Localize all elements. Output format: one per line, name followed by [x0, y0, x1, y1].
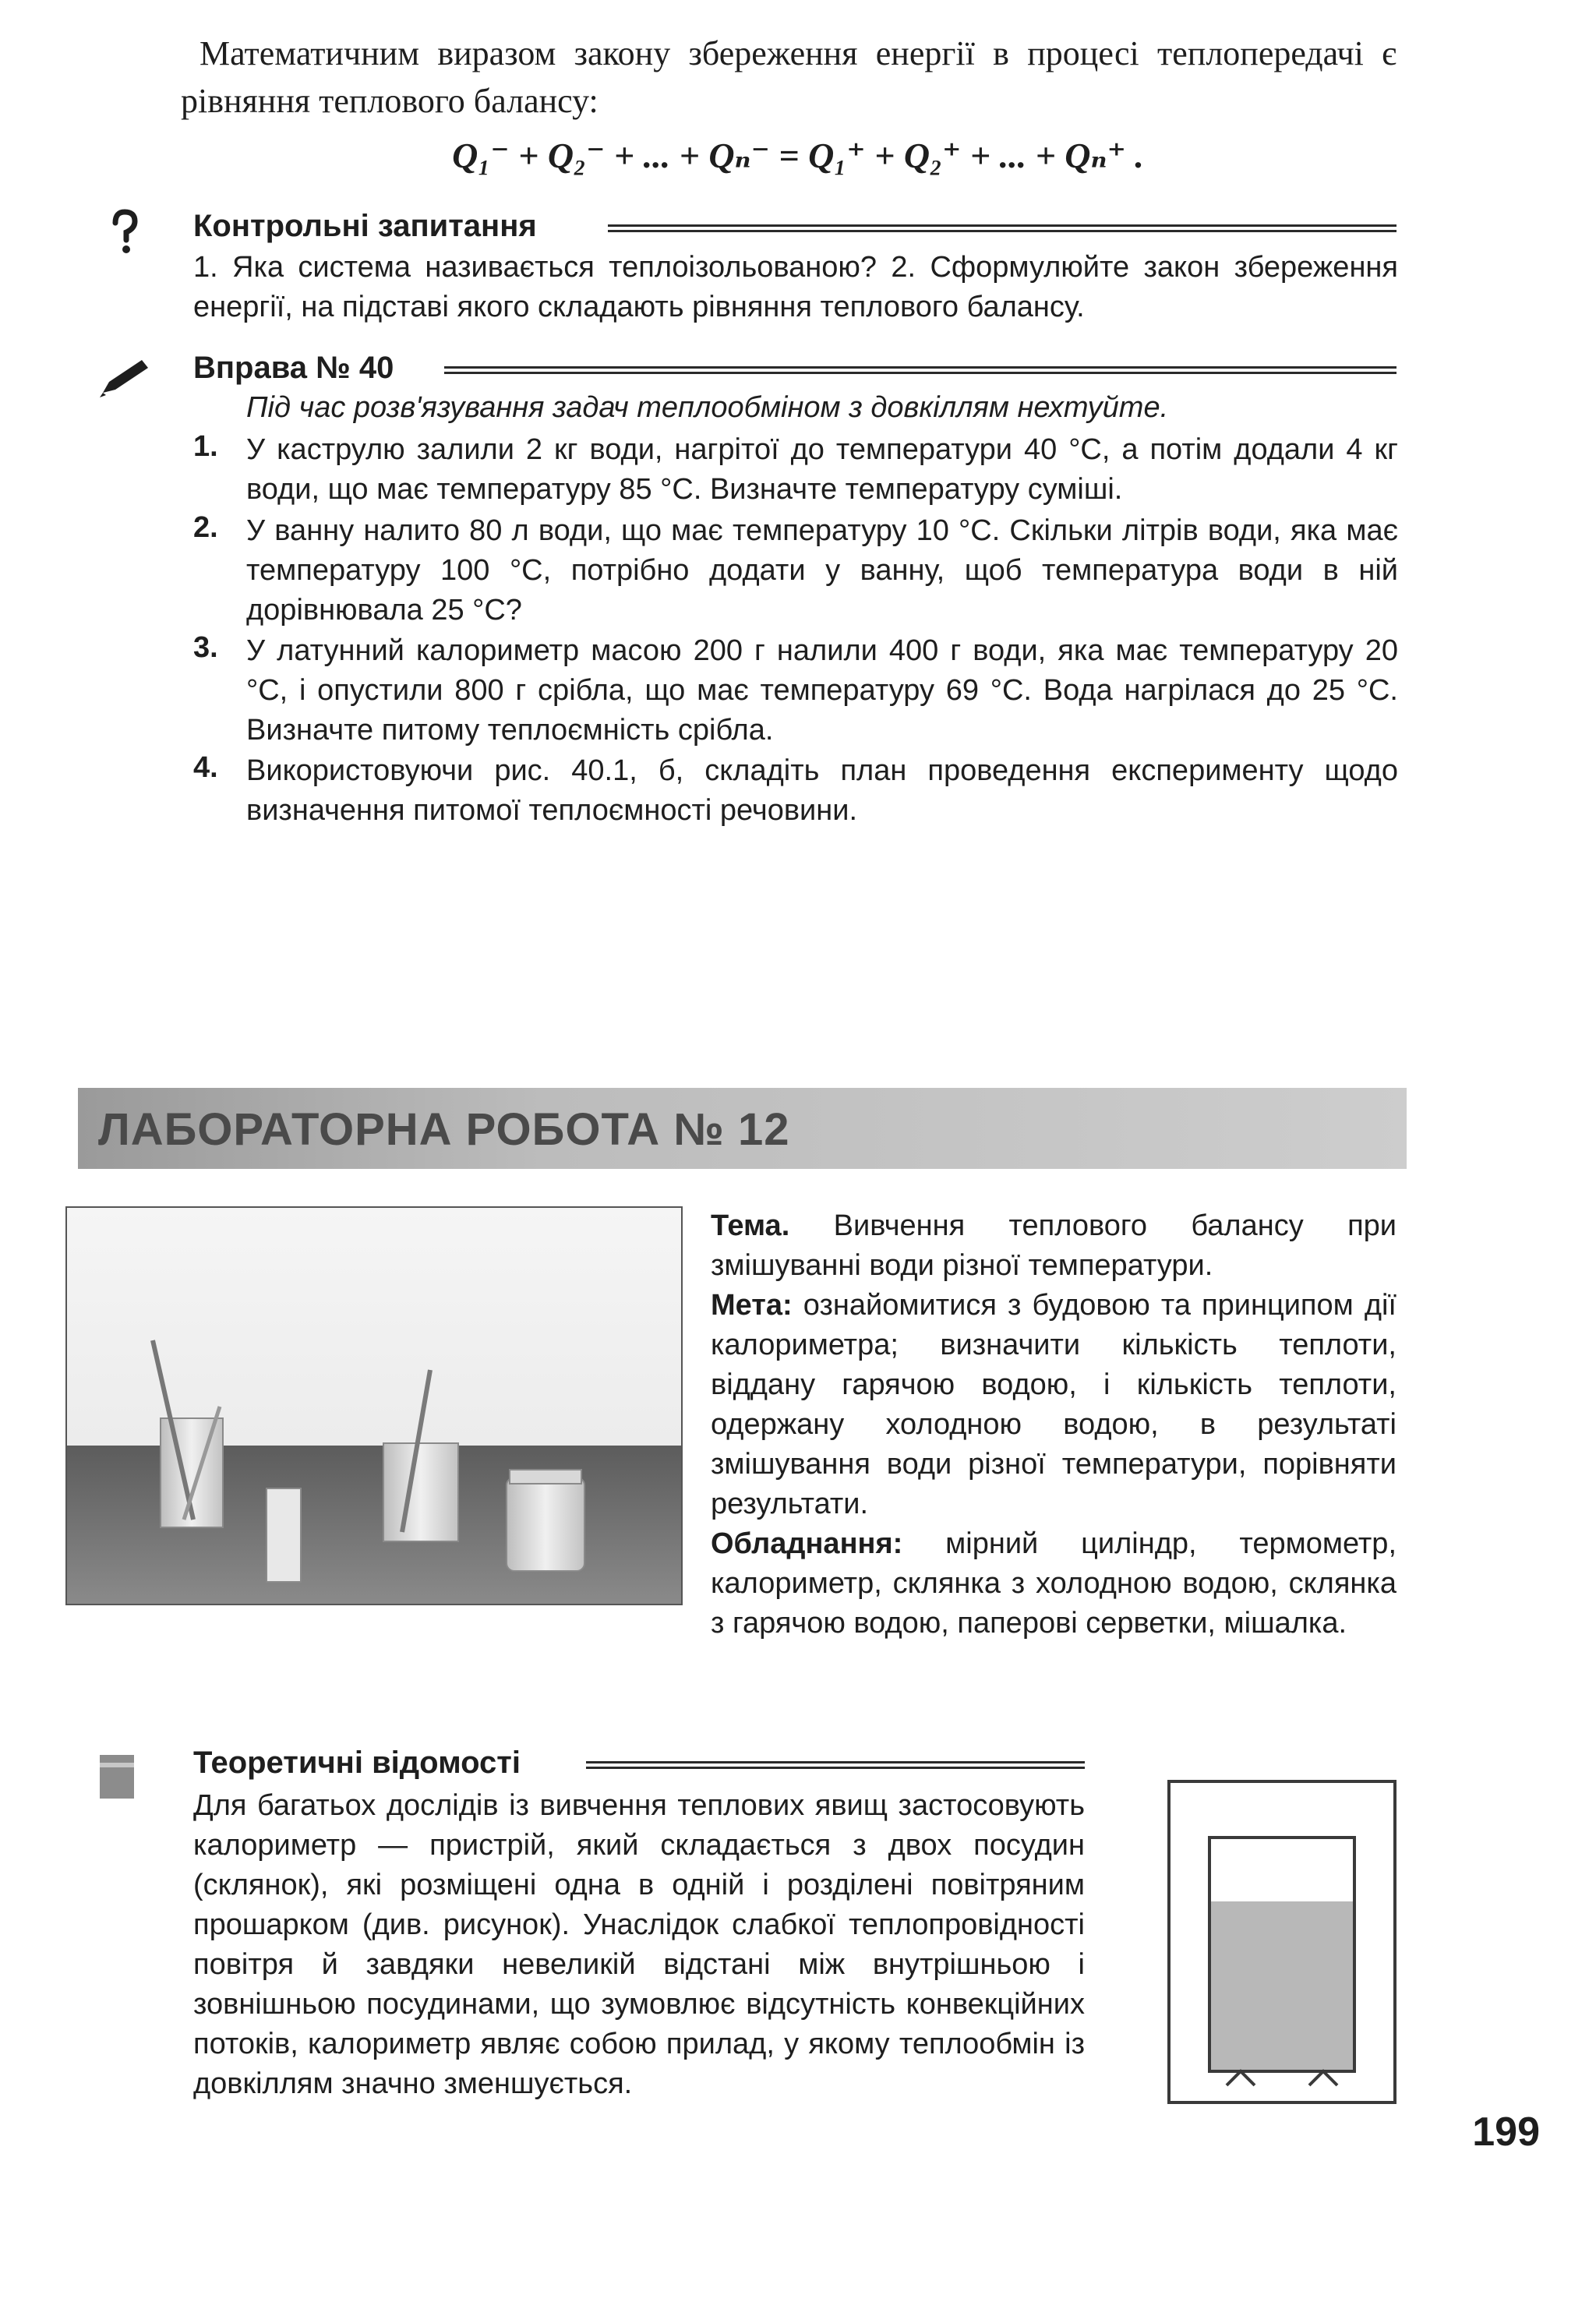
- lab-topic: [711, 1206, 1396, 1286]
- lab-equipment: [711, 1524, 1396, 1643]
- exercise-item-number: 2.: [193, 511, 218, 544]
- exercise-item-number: 1.: [193, 430, 218, 463]
- theory-text: Для багатьох дослідів із вивчення теплових явищ застосовують калориметр — пристрій, який складається з двох посудин (склянок), які розміщені одна в одній і розділені повітряним прошарком (див. рисунок). Унаслідок слабкої теплопровідності повітря й завдяки невеликій відстані між внутрішньою і зовнішньою посудинами, що зумовлює відсутність конвекційних потоків, калориметр являє собою прилад, у якому теплообмін із довкіллям значно зменшується.: [193, 1789, 1085, 2100]
- lab-work-title: ЛАБОРАТОРНА РОБОТА № 12: [98, 1104, 790, 1155]
- control-questions-rule: [608, 224, 1396, 232]
- exercise-title: Вправа № 40: [193, 351, 394, 385]
- lab-topic-label: Тема.: [711, 1209, 790, 1242]
- calorimeter-diagram: [1166, 1778, 1400, 2107]
- exercise-item-text: У латунний калориметр масою 200 г налили 400 г води, яка має температуру 20 °С, і опустили 800 г срібла, що має температуру 69 °С. Вода нагрілася до 25 °С. Визначте питому теплоємність срібла.: [246, 634, 1398, 747]
- pencil-icon: [97, 355, 159, 399]
- lab-topic-text: Вивчення теплового балансу при змішуванні води різної температури.: [711, 1209, 1397, 1282]
- intro-paragraph: Математичним виразом закону збереження енергії в процесі теплопередачі є рівняння теплового балансу:: [181, 34, 1396, 120]
- lab-equipment-text: мірний циліндр, термометр, калориметр, склянка з холодною водою, склянка з гарячою водою, паперові серветки, мішалка.: [711, 1527, 1397, 1640]
- theory-rule: [586, 1761, 1085, 1769]
- exercise-rule: [444, 366, 1396, 374]
- lab-goal-text: ознайомитися з будовою та принципом дії калориметра; визначити кількість теплоти, віддану гарячою водою, і кількість теплоти, одержану холодною водою, в результаті змішування води різної температури, порівняти результати.: [711, 1289, 1396, 1520]
- lab-info: [711, 1206, 1396, 1643]
- lab-equipment-label: Обладнання:: [711, 1527, 903, 1560]
- control-questions-text: 1. Яка система називається теплоізольованою? 2. Сформулюйте закон збереження енергії, на підставі якого складають рівняння теплового балансу.: [193, 251, 1398, 323]
- book-icon: [97, 1752, 137, 1802]
- lab-goal: [711, 1286, 1396, 1524]
- exercise-item-number: 3.: [193, 631, 218, 664]
- exercise-item-text: У каструлю залили 2 кг води, нагрітої до температури 40 °С, а потім додали 4 кг води, що має температуру 85 °С. Визначте температуру суміші.: [246, 433, 1398, 506]
- heat-balance-equation: Q₁⁻ + Q₂⁻ + ... + Qₙ⁻ = Q₁⁺ + Q₂⁺ + ... + Qₙ⁺ .: [452, 136, 1144, 175]
- lab-work-banner: [78, 1088, 1407, 1169]
- control-questions-title: Контрольні запитання: [193, 209, 537, 243]
- lab-goal-label: Мета:: [711, 1289, 793, 1322]
- question-mark-icon: [109, 209, 140, 256]
- equipment-photo: [65, 1206, 683, 1605]
- exercise-item-number: 4.: [193, 751, 218, 784]
- exercise-item-text: Використовуючи рис. 40.1, б, складіть план проведення експерименту щодо визначення питомої теплоємності речовини.: [246, 754, 1398, 827]
- exercise-note: Під час розв'язування задач теплообміном з довкіллям нехтуйте.: [246, 391, 1169, 424]
- page-number: 199: [1472, 2109, 1540, 2155]
- exercise-item-text: У ванну налито 80 л води, що має температуру 10 °С. Скільки літрів води, яка має температуру 100 °С, потрібно додати у ванну, щоб температура води в ній дорівнювала 25 °С?: [246, 514, 1398, 627]
- theory-title: Теоретичні відомості: [193, 1746, 521, 1780]
